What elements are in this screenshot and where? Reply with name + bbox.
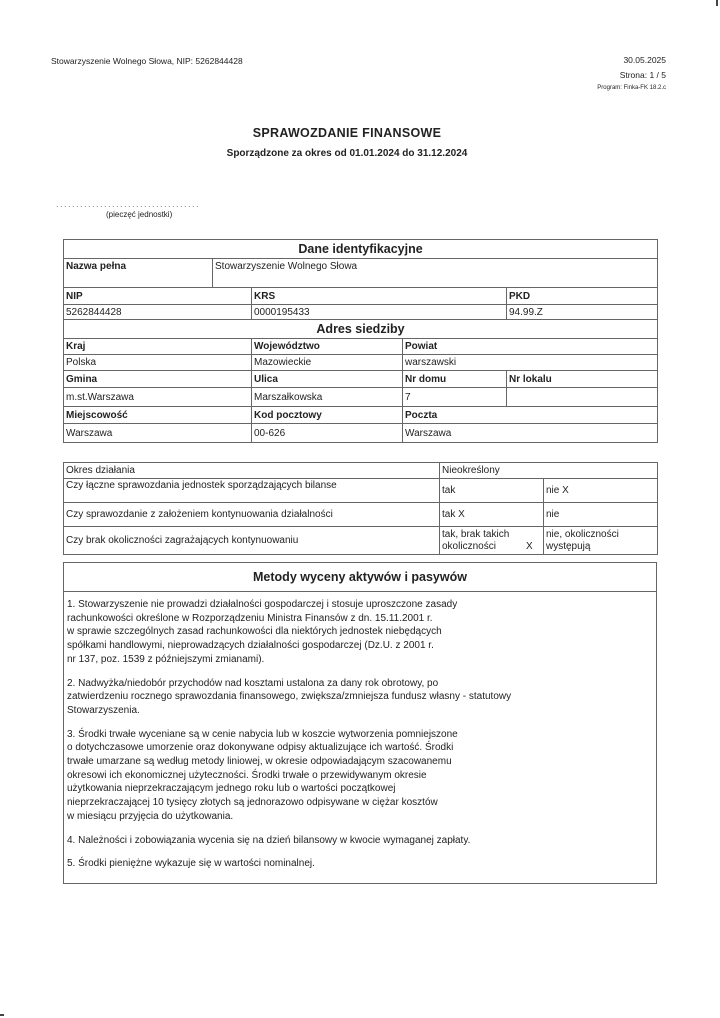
scan-mark-bottom-left bbox=[0, 1014, 4, 1016]
house-number-label: Nr domu bbox=[403, 371, 507, 388]
threats-no-line2: występują bbox=[546, 540, 591, 552]
voivodeship-label: Województwo bbox=[252, 339, 403, 355]
voivodeship-value: Mazowieckie bbox=[252, 355, 403, 371]
threats-yes bbox=[440, 527, 544, 555]
section-title-address: Adres siedziby bbox=[64, 320, 658, 339]
krs-label: KRS bbox=[252, 288, 507, 305]
scan-mark-top-right bbox=[716, 0, 718, 6]
method-4-line: 4. Należności i zobowiązania wycenia się na dzień bilansowy w kwocie wymaganej zapłaty. bbox=[67, 834, 471, 846]
post-office-value: Warszawa bbox=[403, 424, 658, 443]
flat-number-value bbox=[507, 388, 658, 407]
street-value: Marszałkowska bbox=[252, 388, 403, 407]
postal-code-value: 00-626 bbox=[252, 424, 403, 443]
method-5-line: 5. Środki pieniężne wykazuje się w wartości nominalnej. bbox=[67, 858, 315, 870]
method-3-line: o dotychczasowe umorzenie oraz dokonywane odpisy aktualizujące ich wartość. Środki bbox=[67, 742, 454, 754]
valuation-methods-title: Metody wyceny aktywów i pasywów bbox=[64, 563, 656, 592]
threats-yes-line2: okoliczności bbox=[442, 540, 496, 552]
combined-statements-yes: tak bbox=[440, 479, 544, 503]
method-paragraph-2 bbox=[67, 677, 653, 718]
country-label: Kraj bbox=[64, 339, 252, 355]
krs-value: 0000195433 bbox=[252, 305, 507, 320]
full-name-value: Stowarzyszenie Wolnego Słowa bbox=[213, 259, 658, 288]
header-program: Program: Finka-FK 18.2.c bbox=[597, 85, 666, 91]
document-title: SPRAWOZDANIE FINANSOWE bbox=[252, 126, 442, 140]
house-number-value: 7 bbox=[403, 388, 507, 407]
going-concern-no: nie bbox=[544, 503, 658, 527]
method-1-line: spółkami handlowymi, nieprowadzących działalności gospodarczej (Dz.U. z 2001 r. bbox=[67, 640, 434, 652]
country-value: Polska bbox=[64, 355, 252, 371]
threats-no-line1: nie, okoliczności bbox=[546, 528, 619, 540]
method-3-line: użytkowania nieprzekraczającym jednego roku lub o wartości początkowej bbox=[67, 783, 396, 795]
commune-label: Gmina bbox=[64, 371, 252, 388]
method-3-line: nieprzekraczającej 10 tysięcy złotych są jednorazowo odpisywane w ciężar kosztów bbox=[67, 797, 438, 809]
stamp-dots: .................................... bbox=[56, 199, 201, 209]
nip-value: 5262844428 bbox=[64, 305, 252, 320]
method-3-line: okresowi ich ekonomicznej użyteczności. Środki trwałe o przewidywanym okresie bbox=[67, 769, 427, 781]
method-2-line: Stowarzyszenia. bbox=[67, 704, 140, 716]
county-label: Powiat bbox=[403, 339, 658, 355]
county-value: warszawski bbox=[403, 355, 658, 371]
method-1-line: nr 137, poz. 1539 z późniejszymi zmianami). bbox=[67, 653, 265, 665]
method-1-line: rachunkowości określone w Rozporządzeniu Ministra Finansów z dn. 15.11.2001 r. bbox=[67, 612, 433, 624]
method-paragraph-1 bbox=[67, 598, 653, 667]
method-paragraph-5 bbox=[67, 857, 653, 871]
method-1-line: w sprawie szczególnych zasad rachunkowości dla niektórych jednostek niebędących bbox=[67, 626, 442, 638]
city-value: Warszawa bbox=[64, 424, 252, 443]
header-org-line: Stowarzyszenie Wolnego Słowa, NIP: 5262844428 bbox=[51, 56, 243, 66]
method-3-line: w miesiącu przyjęcia do użytkowania. bbox=[67, 810, 234, 822]
header-date: 30.05.2025 bbox=[623, 55, 666, 65]
threats-yes-line1: tak, brak takich bbox=[442, 528, 510, 540]
city-label: Miejscowość bbox=[64, 407, 252, 424]
valuation-methods-body bbox=[64, 592, 656, 871]
combined-statements-no: nie X bbox=[544, 479, 658, 503]
valuation-methods-box bbox=[63, 562, 657, 884]
period-label: Okres działania bbox=[64, 463, 440, 479]
threats-no bbox=[544, 527, 658, 555]
method-paragraph-4 bbox=[67, 834, 653, 848]
postal-code-label: Kod pocztowy bbox=[252, 407, 403, 424]
header-page-number: Strona: 1 / 5 bbox=[619, 70, 666, 80]
combined-statements-label: Czy łączne sprawozdania jednostek sporządzających bilanse bbox=[64, 479, 440, 503]
pkd-value: 94.99.Z bbox=[507, 305, 658, 320]
section-title-identification: Dane identyfikacyjne bbox=[64, 240, 658, 259]
method-1-line: 1. Stowarzyszenie nie prowadzi działalności gospodarczej i stosuje uproszczone zasady bbox=[67, 599, 458, 610]
going-concern-label: Czy sprawozdanie z założeniem kontynuowania działalności bbox=[64, 503, 440, 527]
street-label: Ulica bbox=[252, 371, 403, 388]
method-paragraph-3 bbox=[67, 728, 653, 824]
method-3-line: trwałe umarzane są według metody liniowej, w okresie odpowiadającym szacowanemu bbox=[67, 756, 452, 768]
full-name-label: Nazwa pełna bbox=[64, 259, 213, 288]
commune-value: m.st.Warszawa bbox=[64, 388, 252, 407]
identification-table bbox=[63, 239, 658, 443]
activity-table bbox=[63, 462, 658, 555]
post-office-label: Poczta bbox=[403, 407, 658, 424]
method-3-line: 3. Środki trwałe wyceniane są w cenie nabycia lub w koszcie wytworzenia pomniejszone bbox=[67, 728, 458, 740]
going-concern-yes: tak X bbox=[440, 503, 544, 527]
threats-label: Czy brak okoliczności zagrażających kontynuowaniu bbox=[64, 527, 440, 555]
threats-yes-mark: X bbox=[526, 541, 533, 552]
method-2-line: zatwierdzeniu rocznego sprawozdania finansowego, zwiększa/zmniejsza fundusz własny - statutowy bbox=[67, 691, 512, 703]
pkd-label: PKD bbox=[507, 288, 658, 305]
method-2-line: 2. Nadwyżka/niedobór przychodów nad kosztami ustalona za dany rok obrotowy, po bbox=[67, 677, 439, 689]
period-value: Nieokreślony bbox=[440, 463, 658, 479]
stamp-label: (pieczęć jednostki) bbox=[106, 210, 173, 219]
document-subtitle: Sporządzone za okres od 01.01.2024 do 31.12.2024 bbox=[226, 148, 468, 159]
nip-label: NIP bbox=[64, 288, 252, 305]
flat-number-label: Nr lokalu bbox=[507, 371, 658, 388]
